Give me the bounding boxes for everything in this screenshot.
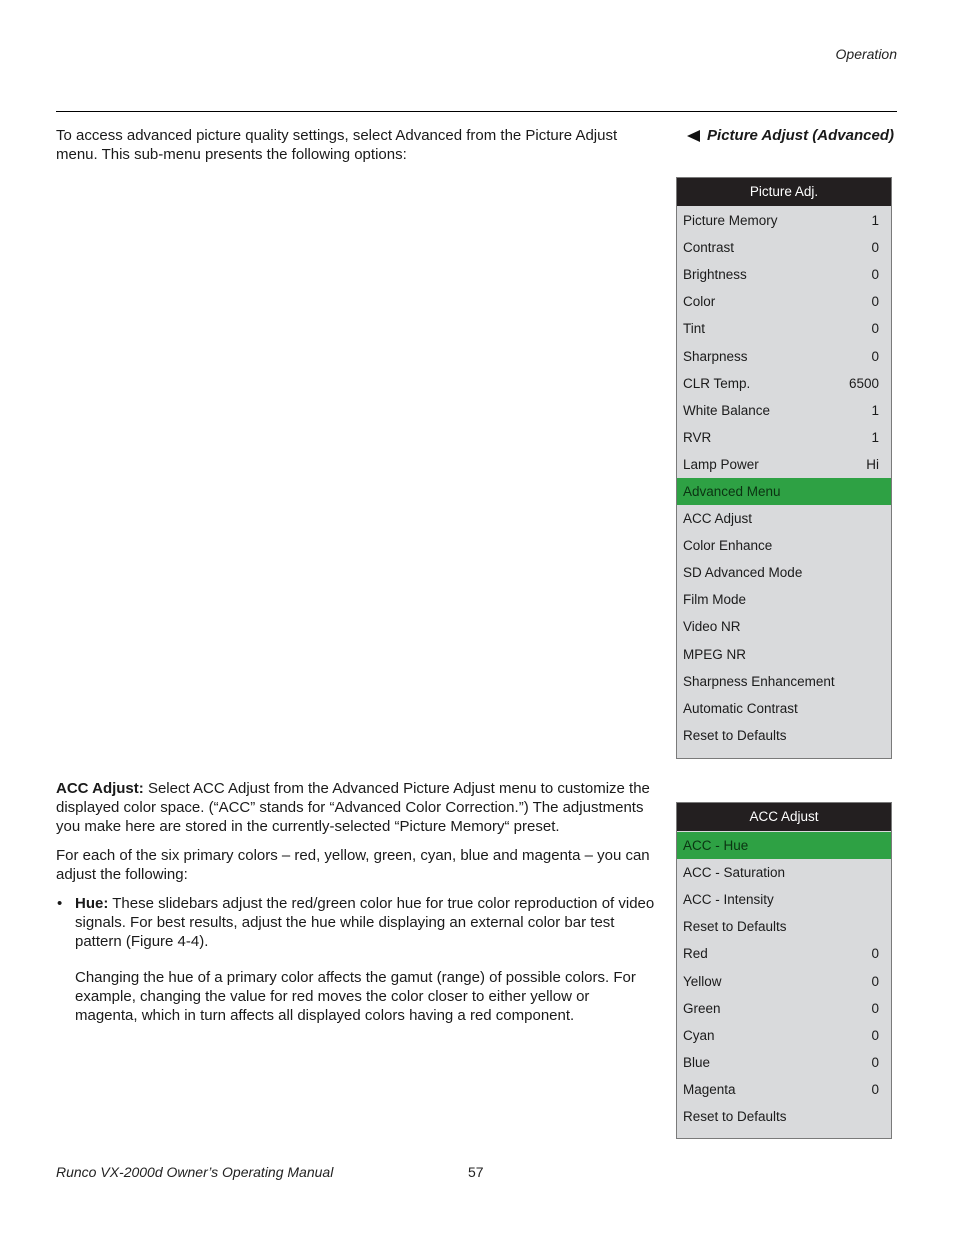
menu-item-red[interactable] <box>677 940 891 967</box>
menu-item-magenta[interactable] <box>677 1076 891 1103</box>
menu-item-reset-to-defaults[interactable] <box>677 913 891 940</box>
menu-title: Picture Adj. <box>677 178 891 206</box>
menu-item-yellow[interactable] <box>677 967 891 994</box>
menu-item-label: White Balance <box>683 402 771 418</box>
acc-lead: ACC Adjust: <box>56 780 144 797</box>
hue-paragraph <box>75 894 656 951</box>
side-heading-text: Picture Adjust (Advanced) <box>707 127 894 144</box>
menu-item-rvr[interactable] <box>677 424 891 451</box>
menu-item-advanced-menu[interactable] <box>677 478 891 505</box>
menu-item-value: 0 <box>871 1054 879 1070</box>
menu-item-value: 1 <box>871 213 879 229</box>
picture-adj-menu <box>676 177 892 759</box>
acc-adjust-section <box>56 779 656 1042</box>
menu-item-label: Color <box>683 294 716 310</box>
menu-item-color-enhance[interactable] <box>677 532 891 559</box>
menu-item-label: Sharpness Enhancement <box>683 673 835 689</box>
menu-item-acc-saturation[interactable] <box>677 859 891 886</box>
menu-item-acc-adjust[interactable] <box>677 505 891 532</box>
menu-item-label: MPEG NR <box>683 646 747 662</box>
menu-item-label: Cyan <box>683 1027 715 1043</box>
menu-item-label: SD Advanced Mode <box>683 565 803 581</box>
hue-bullet <box>56 894 656 1025</box>
menu-item-mpeg-nr[interactable] <box>677 641 891 668</box>
menu-item-sharpness-enhancement[interactable] <box>677 668 891 695</box>
menu-item-label: Brightness <box>683 267 747 283</box>
bullet-icon: • <box>57 895 63 912</box>
menu-item-label: Lamp Power <box>683 456 759 472</box>
menu-item-label: Magenta <box>683 1081 736 1097</box>
menu-item-clr-temp[interactable] <box>677 370 891 397</box>
hue-text: These slidebars adjust the red/green color hue for true color reproduction of video signals. For best results, adjust the hue while displaying an external color bar test pattern (Figure 4-4). <box>75 895 655 950</box>
menu-item-label: ACC - Saturation <box>683 865 786 881</box>
menu-item-value: 0 <box>871 240 879 256</box>
menu-item-label: ACC - Intensity <box>683 892 774 908</box>
menu-item-automatic-contrast[interactable] <box>677 695 891 722</box>
menu-item-value: 0 <box>871 348 879 364</box>
menu-item-label: ACC Adjust <box>683 511 753 527</box>
menu-item-tint[interactable] <box>677 315 891 342</box>
menu-item-label: Color Enhance <box>683 538 773 554</box>
menu-item-contrast[interactable] <box>677 234 891 261</box>
menu-item-picture-memory[interactable] <box>677 207 891 234</box>
left-arrow-icon <box>687 130 700 142</box>
menu-item-label: Automatic Contrast <box>683 700 798 716</box>
menu-item-label: Green <box>683 1000 721 1016</box>
menu-item-value: 0 <box>871 267 879 283</box>
menu-item-video-nr[interactable] <box>677 613 891 640</box>
menu-item-value: 0 <box>871 1027 879 1043</box>
header-divider <box>56 111 897 112</box>
menu-item-color[interactable] <box>677 288 891 315</box>
menu-items <box>677 831 891 1138</box>
menu-item-reset-to-defaults[interactable] <box>677 722 891 749</box>
menu-item-lamp-power[interactable] <box>677 451 891 478</box>
menu-item-value: Hi <box>866 456 879 472</box>
footer-manual-title: Runco VX-2000d Owner’s Operating Manual <box>56 1164 334 1180</box>
menu-item-value: 0 <box>871 1081 879 1097</box>
menu-item-value: 0 <box>871 973 879 989</box>
hue-paragraph-2: Changing the hue of a primary color affects the gamut (range) of possible colors. For example, changing the value for red moves the color closer to either yellow or magenta, which in turn affects all displayed colors having a red component. <box>75 969 636 1024</box>
menu-item-label: Red <box>683 946 708 962</box>
menu-item-label: Reset to Defaults <box>683 919 787 935</box>
menu-item-label: Reset to Defaults <box>683 727 787 743</box>
menu-item-cyan[interactable] <box>677 1022 891 1049</box>
menu-item-label: Reset to Defaults <box>683 1108 787 1124</box>
menu-item-label: Tint <box>683 321 706 337</box>
menu-item-label: CLR Temp. <box>683 375 751 391</box>
menu-item-blue[interactable] <box>677 1049 891 1076</box>
menu-item-film-mode[interactable] <box>677 586 891 613</box>
menu-item-value: 1 <box>871 402 879 418</box>
menu-item-label: ACC - Hue <box>683 838 749 854</box>
menu-item-label: Picture Memory <box>683 213 778 229</box>
menu-item-label: Film Mode <box>683 592 747 608</box>
menu-item-label: Contrast <box>683 240 735 256</box>
footer-page-number: 57 <box>468 1164 484 1180</box>
menu-item-value: 1 <box>871 429 879 445</box>
menu-item-value: 0 <box>871 946 879 962</box>
menu-item-reset-to-defaults[interactable] <box>677 1103 891 1130</box>
menu-item-label: Yellow <box>683 973 722 989</box>
menu-item-value: 0 <box>871 321 879 337</box>
menu-item-white-balance[interactable] <box>677 397 891 424</box>
menu-item-green[interactable] <box>677 995 891 1022</box>
menu-items <box>677 206 891 758</box>
intro-paragraph: To access advanced picture quality settings, select Advanced from the Picture Adjust menu. This sub-menu presents the following options: <box>56 127 618 163</box>
acc-primary-colors-paragraph: For each of the six primary colors – red, yellow, green, cyan, blue and magenta – you can adjust the following: <box>56 847 650 883</box>
side-heading <box>687 127 894 144</box>
menu-item-label: Blue <box>683 1054 711 1070</box>
menu-item-brightness[interactable] <box>677 261 891 288</box>
menu-item-value: 6500 <box>848 375 879 391</box>
menu-title: ACC Adjust <box>677 803 891 831</box>
acc-intro-paragraph <box>56 779 656 836</box>
menu-item-label: RVR <box>683 429 712 445</box>
menu-item-value: 0 <box>871 294 879 310</box>
menu-item-label: Advanced Menu <box>683 483 781 499</box>
menu-item-acc-intensity[interactable] <box>677 886 891 913</box>
menu-item-label: Video NR <box>683 619 741 635</box>
running-header-section: Operation <box>835 46 897 62</box>
menu-item-value: 0 <box>871 1000 879 1016</box>
menu-item-label: Sharpness <box>683 348 748 364</box>
menu-item-sharpness[interactable] <box>677 342 891 369</box>
hue-lead: Hue: <box>75 895 109 912</box>
menu-item-sd-advanced-mode[interactable] <box>677 559 891 586</box>
acc-intro-text: Select ACC Adjust from the Advanced Picture Adjust menu to customize the displayed color space. (“ACC” stands for “Advanced Color Correction.”) The adjustments you make here are stored in the currently-selected “Picture Memory“ preset. <box>56 780 650 835</box>
menu-item-acc-hue[interactable] <box>677 832 891 859</box>
acc-adjust-menu <box>676 802 892 1139</box>
